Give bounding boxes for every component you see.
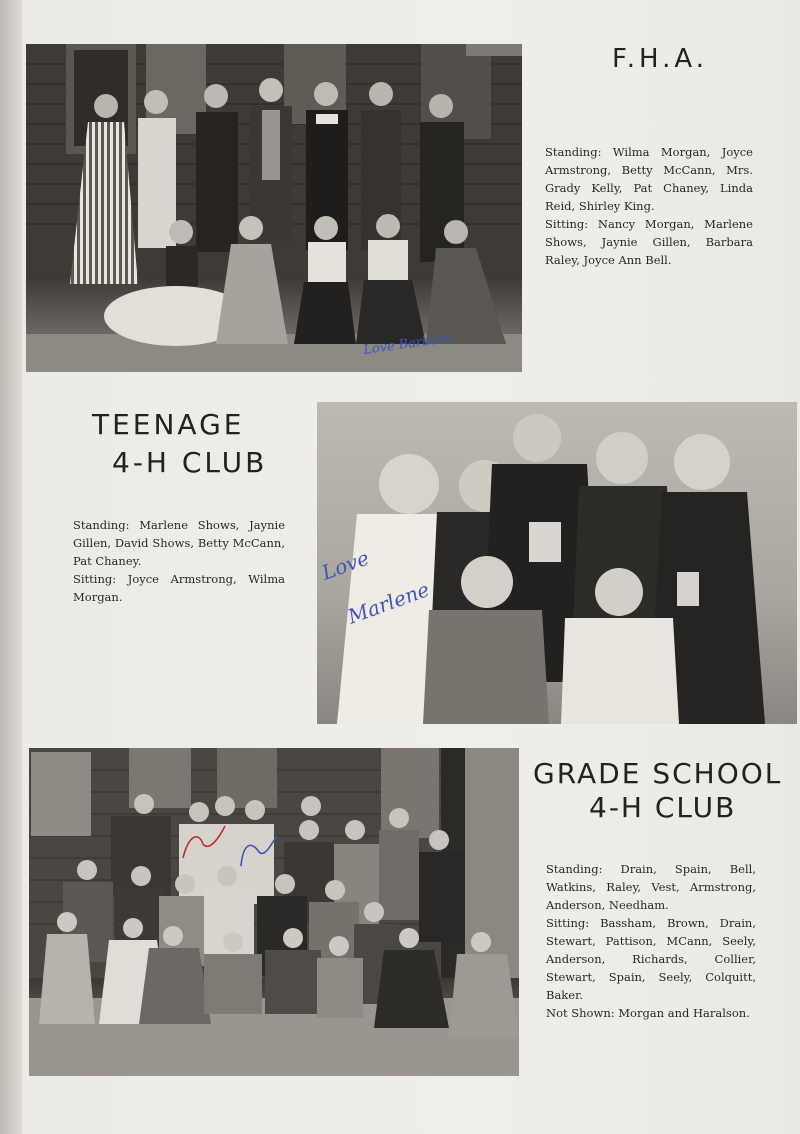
grade-school-4h-standing-names: Standing: Drain, Spain, Bell, Watkins, Raley, Vest, Armstrong, Anderson, Needham. bbox=[546, 862, 756, 912]
fha-group-photo bbox=[26, 44, 522, 372]
teenage-4h-title bbox=[92, 408, 268, 479]
teenage-4h-title-line2: 4-H CLUB bbox=[112, 446, 268, 479]
fha-title: F.H.A. bbox=[612, 44, 708, 74]
blue-signature-scribble bbox=[241, 836, 277, 866]
grade-school-4h-title-line1: GRADE SCHOOL bbox=[533, 757, 783, 790]
fha-signature bbox=[26, 44, 522, 372]
teenage-4h-standing-names: Standing: Marlene Shows, Jaynie Gillen, David Shows, Betty McCann, Pat Chaney. bbox=[73, 518, 285, 568]
grade-school-4h-caption bbox=[546, 860, 756, 1022]
grade-school-4h-signatures bbox=[29, 748, 519, 1076]
teenage-4h-sitting-names: Sitting: Joyce Armstrong, Wilma Morgan. bbox=[73, 572, 285, 604]
fha-standing-names: Standing: Wilma Morgan, Joyce Armstrong, Betty McCann, Mrs. Grady Kelly, Pat Chaney, Linda Reid, Shirley King. bbox=[545, 145, 753, 213]
teenage-4h-caption bbox=[73, 516, 285, 606]
grade-school-4h-sitting-names: Sitting: Bassham, Brown, Drain, Stewart, Pattison, MCann, Seely, Anderson, Richards, Collier, Stewart, Spain, Seely, Colquitt, Baker. bbox=[546, 916, 756, 1002]
red-signature-scribble bbox=[183, 826, 225, 858]
grade-school-4h-title-line2: 4-H CLUB bbox=[589, 791, 737, 824]
fha-caption bbox=[545, 143, 753, 269]
teenage-4h-signature bbox=[317, 402, 797, 724]
grade-school-4h-title bbox=[533, 757, 783, 824]
fha-sitting-names: Sitting: Nancy Morgan, Marlene Shows, Jaynie Gillen, Barbara Raley, Joyce Ann Bell. bbox=[545, 217, 753, 267]
fha-signature-text: Love Barbara bbox=[362, 330, 453, 358]
teenage-4h-signature-line1: Love bbox=[318, 545, 373, 585]
grade-school-4h-not-shown: Not Shown: Morgan and Haralson. bbox=[546, 1006, 750, 1020]
page-binding-shadow bbox=[0, 0, 22, 1134]
grade-school-4h-group-photo bbox=[29, 748, 519, 1076]
teenage-4h-group-photo bbox=[317, 402, 797, 724]
teenage-4h-signature-line2: Marlene bbox=[344, 577, 433, 629]
teenage-4h-title-line1: TEENAGE bbox=[92, 408, 245, 441]
